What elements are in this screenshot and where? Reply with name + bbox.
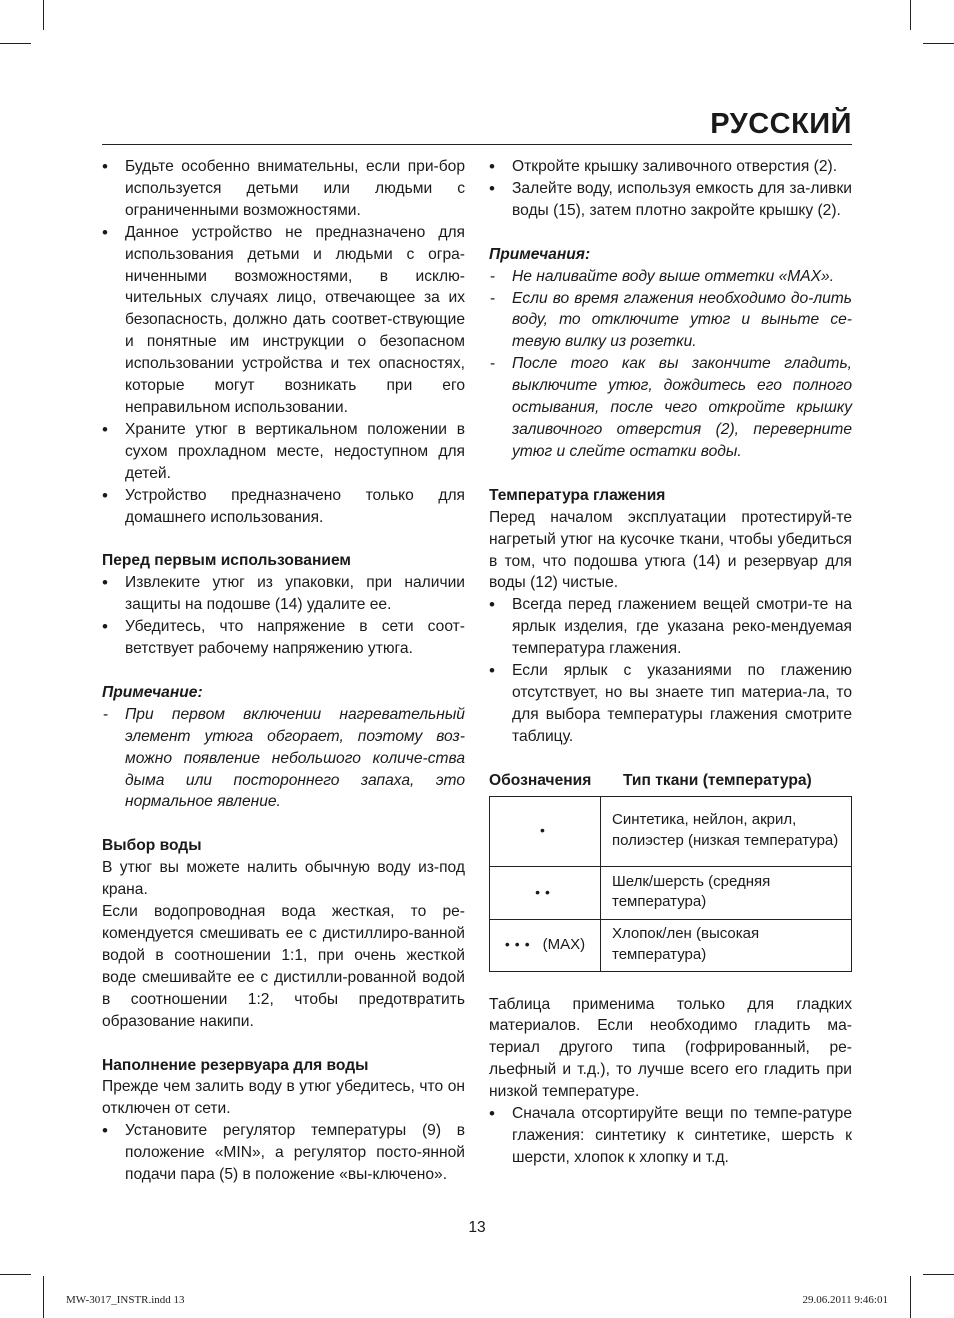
note-item: - Не наливайте воду выше отметки «MAX».: [489, 266, 852, 288]
list-item: • Убедитесь, что напряжение в сети соот-ветствует рабочему напряжению утюга.: [102, 616, 465, 660]
list-item: • Будьте особенно внимательны, если при-бор используется детьми или людьми с ограниченными возможностями.: [102, 156, 465, 222]
column-header-fabric: Тип ткани (температура): [623, 771, 812, 789]
column-header-symbol: Обозначения: [489, 771, 592, 789]
crop-mark: [923, 1274, 954, 1275]
crop-mark: [923, 43, 954, 44]
crop-mark: [43, 1276, 44, 1318]
crop-mark: [0, 43, 31, 44]
table-cell-fabric: Хлопок/лен (высокая температура): [601, 919, 852, 971]
crop-mark: [910, 1276, 911, 1318]
list-item: • Всегда перед глажением вещей смотри-те на ярлык изделия, где указана реко-мендуемая температура глажения.: [489, 594, 852, 660]
paragraph: Прежде чем залить воду в утюг убедитесь, что он отключен от сети.: [102, 1078, 465, 1118]
paragraph: Перед началом эксплуатации протестируй-те нагретый утюг на кусочке ткани, чтобы убедиться в том, что подошва утюга (14) и резервуар для воды (12) чистые.: [489, 508, 852, 592]
footer-filename: MW-3017_INSTR.indd 13: [66, 1294, 185, 1306]
note-item: - При первом включении нагревательный элемент утюга обгорает, поэтому воз-можно появление небольшого количе-ства дыма или постороннего запаха, это нормальное явление.: [102, 704, 465, 814]
temperature-dots-icon: •••: [504, 936, 535, 953]
list-item: • Залейте воду, используя емкость для за-ливки воды (15), затем плотно закройте крышку (2).: [489, 178, 852, 222]
section-heading-fill: Наполнение резервуара для воды: [102, 1056, 369, 1074]
crop-mark: [43, 0, 44, 30]
left-column: [102, 156, 465, 1186]
footer-timestamp: 29.06.2011 9:46:01: [802, 1294, 888, 1306]
section-heading-temperature: Температура глажения: [489, 486, 666, 504]
table-header: [489, 770, 852, 792]
crop-mark: [910, 0, 911, 30]
section-heading-water: Выбор воды: [102, 837, 202, 855]
note-item: - После того как вы закончите гладить, выключите утюг, дождитесь его полного остывания, после чего откройте крышку заливочного отверстия (2), переверните утюг и слейте остатки воды.: [489, 353, 852, 463]
table-row: [490, 796, 852, 866]
table-cell-symbol: [490, 919, 601, 971]
table-cell-fabric: Шелк/шерсть (средняя температура): [601, 866, 852, 919]
paragraph: В утюг вы можете налить обычную воду из-под крана.: [102, 859, 465, 899]
table-row: [490, 919, 852, 971]
list-item: • Откройте крышку заливочного отверстия (2).: [489, 156, 852, 178]
list-item: • Если ярлык с указаниями по глажению отсутствует, но вы знаете тип материа-ла, то для выбора температуры глажения смотрите таблицу.: [489, 660, 852, 748]
list-item: • Сначала отсортируйте вещи по темпе-ратуре глажения: синтетику к синтетике, шерсть к шерсти, хлопок к хлопку и т.д.: [489, 1103, 852, 1169]
page-number: 13: [468, 1219, 486, 1236]
language-title: РУССКИЙ: [710, 108, 852, 140]
temperature-table: [489, 796, 852, 972]
table-cell-symbol: [490, 866, 601, 919]
note-item: - Если во время глажения необходимо до-лить воду, то отключите утюг и выньте се-тевую вилку из розетки.: [489, 288, 852, 354]
note-heading: Примечание:: [102, 683, 203, 701]
section-heading-first-use: Перед первым использованием: [102, 552, 351, 570]
table-cell-symbol: [490, 796, 601, 866]
paragraph: Таблица применима только для гладких материалов. Если необходимо гладить ма-териал другого типа (гофрированный, ре-льефный и т.д.), то лучше всего его гладить при низкой температуре.: [489, 995, 852, 1101]
temperature-dots-icon: •: [540, 822, 550, 839]
note-heading: Примечания:: [489, 245, 591, 263]
list-item: • Храните утюг в вертикальном положении в сухом прохладном месте, недоступном для детей.: [102, 419, 465, 485]
list-item: • Извлеките утюг из упаковки, при наличии защиты на подошве (14) удалите ее.: [102, 572, 465, 616]
list-item: • Данное устройство не предназначено для использования детьми и людьми с огра-ниченными возможностями, в исклю-чительных случаях лицо, отвечающее за их безопасность, должно дать соответ-ствующие и понятные им инструкции о безопасном использовании устройства и тех опасностях, которые могут возникать при его неправильном использовании.: [102, 222, 465, 419]
right-column: [489, 156, 852, 1169]
list-item: • Установите регулятор температуры (9) в положение «MIN», а регулятор посто-янной подачи пара (5) в положение «вы-ключено».: [102, 1120, 465, 1186]
table-cell-fabric: Синтетика, нейлон, акрил, полиэстер (низкая температура): [601, 796, 852, 866]
crop-mark: [0, 1274, 31, 1275]
max-label: (MAX): [542, 936, 586, 954]
table-row: [490, 866, 852, 919]
temperature-dots-icon: ••: [535, 883, 555, 900]
list-item: • Устройство предназначено только для домашнего использования.: [102, 485, 465, 529]
header-rule: [102, 144, 852, 145]
paragraph: Если водопроводная вода жесткая, то ре-комендуется смешивать ее с дистиллиро-ванной водой в соотношении 1:1, при очень жесткой воде смешивайте ее с дистилли-рованной водой в соотношении 1:2, чтобы предотвратить образование накипи.: [102, 903, 465, 1030]
